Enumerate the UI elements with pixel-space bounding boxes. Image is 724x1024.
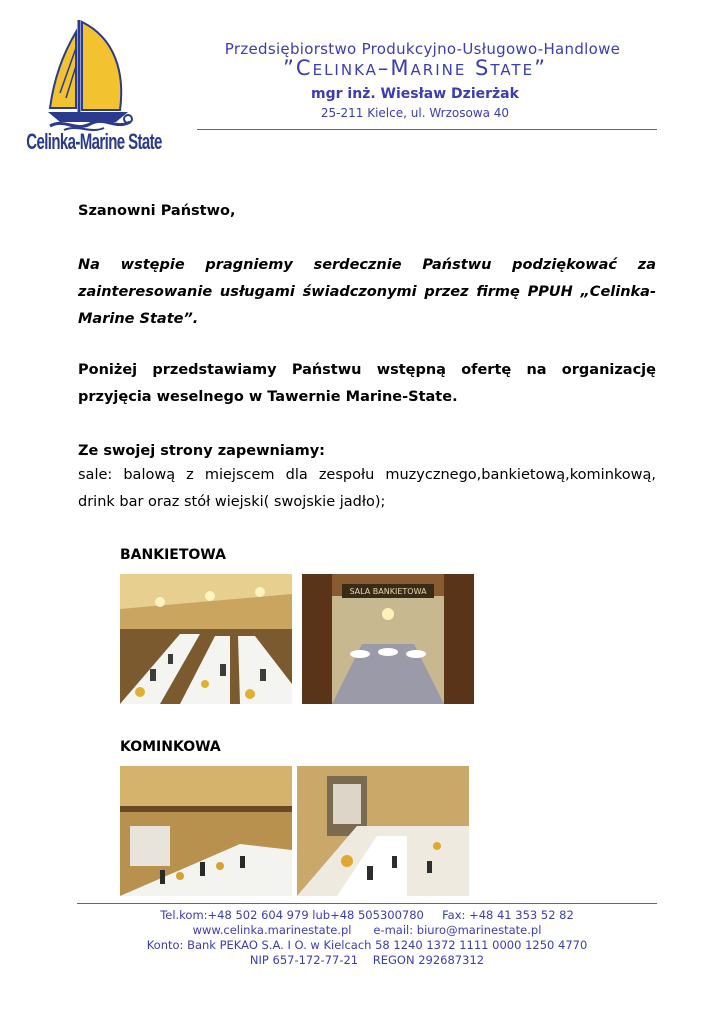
section-label-kominkowa: KOMINKOWA [120, 739, 221, 755]
photo-fireplace-room-perspective [297, 766, 469, 896]
photo-banquet-hall-tables [120, 574, 292, 704]
footer-phone-fax: Tel.kom:+48 502 604 979 lub+48 505300780 Fax: +48 41 353 52 82 [160, 908, 574, 922]
header-divider [197, 129, 657, 130]
hall-sign: SALA BANKIETOWA [349, 587, 427, 596]
offer-paragraph: Poniżej przedstawiamy Państwu wstępną ofertę na organizację przyjęcia weselnego w Tawernie Marine-State. [78, 362, 656, 405]
owner-name: mgr inż. Wiesław Dzierżak [311, 86, 519, 102]
company-address: 25-211 Kielce, ul. Wrzosowa 40 [320, 106, 510, 120]
logo-wordmark: Celinka-Marine State [26, 130, 162, 155]
footer-divider [77, 903, 657, 904]
photo-fireplace-room-tables [120, 766, 292, 896]
footer-web-email: www.celinka.marinestate.pl e-mail: biuro@marinestate.pl [192, 923, 542, 937]
section-label-bankietowa: BANKIETOWA [120, 547, 226, 563]
company-name: ”Celinka–Marine State” [283, 56, 547, 80]
company-type: Przedsiębiorstwo Produkcyjno-Usługowo-Handlowe [224, 40, 621, 58]
sailboat-logo-icon [20, 18, 160, 133]
guarantees-heading: Ze swojej strony zapewniamy: [78, 443, 325, 459]
footer-tax-ids: NIP 657-172-77-21 REGON 292687312 [249, 953, 485, 967]
footer-bank-account: Konto: Bank PEKAO S.A. I O. w Kielcach 58 1240 1372 1111 0000 1250 4770 [146, 938, 588, 952]
intro-paragraph: Na wstępie pragniemy serdecznie Państwu podziękować za zainteresowanie usługami świadczonymi przez firmę PPUH „Celinka-Marine State”. [78, 257, 656, 327]
photo-banquet-hall-doorway [302, 574, 474, 704]
greeting: Szanowni Państwo, [78, 203, 236, 219]
guarantees-paragraph: sale: balową z miejscem dla zespołu muzycznego,bankietową,kominkową, drink bar oraz stół wiejski( swojskie jadło); [78, 467, 656, 510]
company-logo [20, 18, 160, 158]
